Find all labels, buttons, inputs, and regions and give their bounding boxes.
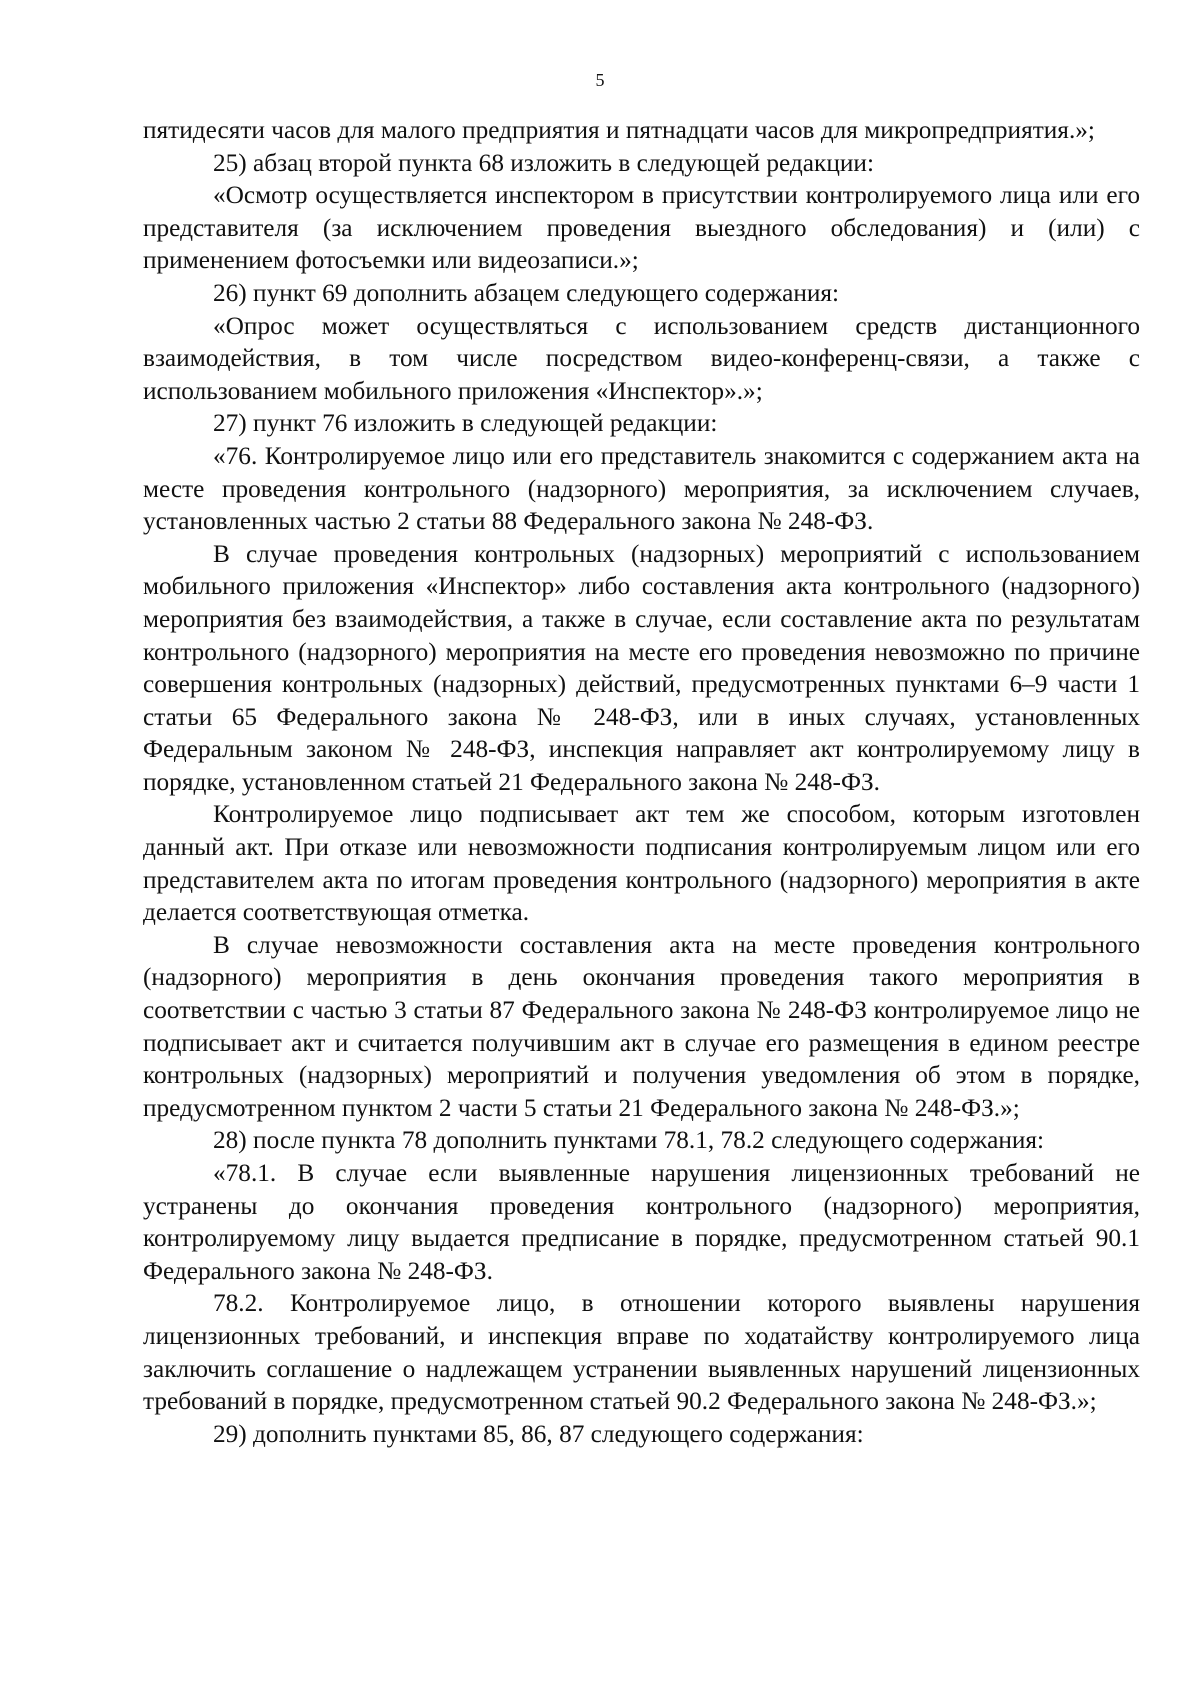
paragraph-14: 29) дополнить пунктами 85, 86, 87 следующего содержания: <box>213 1419 864 1448</box>
paragraph-9: Контролируемое лицо подписывает акт тем же способом, которым изготовлен данный акт. При отказе или невозможности подписания контролируемым лицом или его представителем акта по итогам проведения контрольного (надзорного) мероприятия в акте делается соответствующая отметка. <box>143 800 1140 927</box>
document-body <box>143 114 1140 1450</box>
paragraph-1: пятидесяти часов для малого предприятия и пятнадцати часов для микропредприятия.»; <box>143 116 1095 144</box>
paragraph-8: В случае проведения контрольных (надзорных) мероприятий с использованием мобильного приложения «Инспектор» либо составления акта контрольного (надзорного) мероприятия без взаимодействия, а также в случае, если составление акта по результатам контрольного (надзорного) мероприятия на месте его проведения невозможно по причине совершения контрольных (надзорных) действий, предусмотренных пунктами 6–9 части 1 статьи 65 Федерального закона № 248-ФЗ, или в иных случаях, установленных Федеральным законом № 248-ФЗ, инспекция направляет акт контролируемому лицу в порядке, установленном статьей 21 Федерального закона № 248-ФЗ. <box>143 539 1140 796</box>
paragraph-10: В случае невозможности составления акта на месте проведения контрольного (надзорного) мероприятия в день окончания проведения такого мероприятия в соответствии с частью 3 статьи 87 Федерального закона № 248-ФЗ контролируемое лицо не подписывает акт и считается получившим акт в случае его размещения в едином реестре контрольных (надзорных) мероприятий и получения уведомления об этом в порядке, предусмотренном пунктом 2 части 5 статьи 21 Федерального закона № 248-ФЗ.»; <box>143 930 1140 1122</box>
paragraph-5: «Опрос может осуществляться с использованием средств дистанционного взаимодействия, в том числе посредством видео-конференц-связи, а также с использованием мобильного приложения «Инспектор».»; <box>143 311 1140 405</box>
page-number: 5 <box>595 70 605 90</box>
paragraph-4: 26) пункт 69 дополнить абзацем следующего содержания: <box>213 278 840 307</box>
paragraph-11: 28) после пункта 78 дополнить пунктами 78.1, 78.2 следующего содержания: <box>213 1126 1045 1155</box>
paragraph-12: «78.1. В случае если выявленные нарушения лицензионных требований не устранены до окончания проведения контрольного (надзорного) мероприятия, контролируемому лицу выдается предписание в порядке, предусмотренном статьей 90.1 Федерального закона № 248-ФЗ. <box>143 1159 1140 1285</box>
paragraph-2: 25) абзац второй пункта 68 изложить в следующей редакции: <box>213 148 874 177</box>
paragraph-7: «76. Контролируемое лицо или его представитель знакомится с содержанием акта на месте проведения контрольного (надзорного) мероприятия, за исключением случаев, установленных частью 2 статьи 88 Федерального закона № 248-ФЗ. <box>143 441 1140 536</box>
paragraph-6: 27) пункт 76 изложить в следующей редакции: <box>213 409 718 438</box>
paragraph-3: «Осмотр осуществляется инспектором в присутствии контролируемого лица или его представителя (за исключением проведения выездного обследования) и (или) с применением фотосъемки или видеозаписи.»; <box>143 181 1140 275</box>
paragraph-13: 78.2. Контролируемое лицо, в отношении которого выявлены нарушения лицензионных требований, и инспекция вправе по ходатайству контролируемого лица заключить соглашение о надлежащем устранении выявленных нарушений лицензионных требований в порядке, предусмотренном статьей 90.2 Федерального закона № 248-ФЗ.»; <box>143 1289 1140 1416</box>
